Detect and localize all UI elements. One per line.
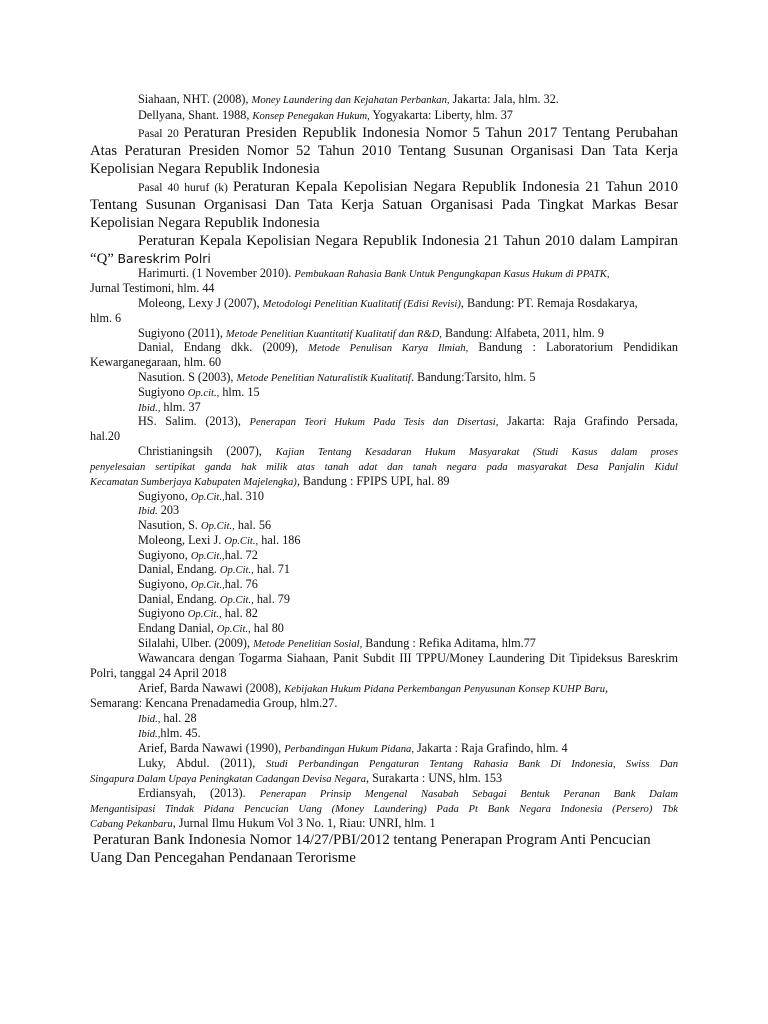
reference-text: . Bandung:Tarsito, hlm. 5 bbox=[411, 370, 536, 384]
reference-text: Yogyakarta: Liberty, hlm. 37 bbox=[369, 108, 513, 122]
reference-line bbox=[138, 518, 678, 534]
reference-text: Bandung : Laboratorium Pendidikan bbox=[468, 340, 678, 354]
reference-text: Sugiyono bbox=[138, 385, 188, 399]
italic-title: Mengantisipasi Tindak Pidana Pencucian Uang (Money Laundering) Pada Pt Bank Negara Indonesia (Persero) Tbk bbox=[90, 804, 678, 815]
reference-text: Kewarganegaraan, hlm. 60 bbox=[90, 355, 222, 369]
reference-line bbox=[138, 296, 678, 312]
reference-text: Danial, Endang. bbox=[138, 562, 220, 576]
reference-line bbox=[90, 142, 678, 160]
reference-line bbox=[138, 108, 678, 124]
reference-line bbox=[90, 429, 678, 444]
reference-text: Peraturan Kepala Kepolisian Negara Republik Indonesia 21 Tahun 2010 dalam Lampiran bbox=[138, 233, 678, 249]
reference-text: , Surakarta : UNS, hlm. 153 bbox=[366, 771, 503, 785]
reference-text: Danial, Endang. bbox=[138, 592, 220, 606]
reference-text: Uang Dan Pencegahan Pendanaan Terorisme bbox=[90, 850, 356, 866]
reference-line bbox=[138, 741, 678, 757]
reference-line bbox=[138, 92, 678, 108]
reference-line bbox=[138, 370, 678, 386]
reference-line bbox=[138, 577, 678, 593]
italic-title: Op.Cit., bbox=[187, 609, 222, 620]
reference-text: Luky, Abdul. (2011), bbox=[138, 756, 266, 770]
reference-text: Wawancara dengan Togarma Siahaan, Panit Subdit III TPPU/Money Laundering Dit Tipideksus Bareskrim bbox=[138, 651, 678, 665]
italic-title: Op.Cit., bbox=[224, 536, 259, 547]
italic-title: Penerapan Teori Hukum Pada Tesis dan Disertasi, bbox=[249, 417, 499, 428]
reference-line bbox=[90, 160, 678, 178]
reference-line bbox=[93, 831, 678, 849]
italic-title: Kebijakan Hukum Pidana Perkembangan Penyusunan Konsep KUHP Baru bbox=[284, 684, 606, 695]
italic-title: Cabang Pekanbaru bbox=[90, 819, 173, 830]
reference-text: hal. 72 bbox=[224, 548, 258, 562]
reference-text: Polri, tanggal 24 April 2018 bbox=[90, 666, 227, 680]
italic-title: Metodologi Penelitian Kualitatif (Edisi Revisi) bbox=[262, 299, 461, 310]
reference-text: Kepolisian Negara Republik Indonesia bbox=[90, 161, 320, 177]
italic-title: Metode Penelitian Kuantitatif Kualitatif dan R&D, bbox=[225, 329, 442, 340]
reference-text: Moleong, Lexy J (2007), bbox=[138, 296, 263, 310]
reference-line bbox=[138, 756, 678, 772]
reference-text: Sugiyono, bbox=[138, 548, 191, 562]
reference-text: hlm. 45. bbox=[160, 726, 201, 740]
italic-title: Op.Cit., bbox=[219, 565, 254, 576]
reference-text: Endang Danial, bbox=[138, 621, 217, 635]
italic-title: Op.Cit., bbox=[190, 492, 225, 503]
reference-line bbox=[138, 651, 678, 666]
italic-title: Op.Cit., bbox=[190, 551, 225, 562]
reference-text: Tentang Susunan Organisasi Dan Tata Kerja Satuan Organisasi Pada Tingkat Markas Besar bbox=[90, 197, 678, 213]
reference-text: hal. 310 bbox=[224, 489, 264, 503]
reference-text: hal. 186 bbox=[258, 533, 301, 547]
reference-line bbox=[138, 636, 678, 652]
reference-text: Dellyana, Shant. 1988, bbox=[138, 108, 253, 122]
reference-line bbox=[138, 562, 678, 578]
reference-line bbox=[138, 414, 678, 430]
reference-text: Harimurti. (1 November 2010). bbox=[138, 266, 295, 280]
reference-text: Semarang: Kencana Prenadamedia Group, hlm.27. bbox=[90, 696, 338, 710]
reference-text: , Bandung: PT. Remaja Rosdakarya, bbox=[460, 296, 638, 310]
reference-line bbox=[138, 621, 678, 637]
reference-text: hal. 71 bbox=[253, 562, 290, 576]
reference-text: , Bandung : FPIPS UPI, hal. 89 bbox=[296, 474, 450, 488]
reference-text: hal 80 bbox=[250, 621, 284, 635]
reference-text: Arief, Barda Nawawi (2008), bbox=[138, 681, 285, 695]
reference-text: hlm. 6 bbox=[90, 311, 122, 325]
reference-line bbox=[90, 459, 678, 475]
reference-line bbox=[90, 816, 678, 832]
reference-line bbox=[138, 711, 678, 727]
italic-title: Konsep Penegakan Hukum, bbox=[252, 111, 370, 122]
reference-text: Sugiyono, bbox=[138, 489, 191, 503]
reference-line bbox=[90, 474, 678, 490]
italic-title: Metode Penelitian Naturalistik Kualitatif bbox=[236, 373, 412, 384]
reference-line bbox=[138, 533, 678, 549]
reference-text: Bandung : Refika Aditama, hlm.77 bbox=[362, 636, 536, 650]
reference-line bbox=[90, 696, 678, 711]
reference-text: hal. 76 bbox=[224, 577, 258, 591]
reference-text: hal. 28 bbox=[160, 711, 197, 725]
reference-text: 203 bbox=[157, 503, 180, 517]
reference-text: hlm. 37 bbox=[160, 400, 201, 414]
italic-title: Op.Cit., bbox=[219, 595, 254, 606]
italic-title: Metode Penelitian Sosial, bbox=[253, 639, 363, 650]
reference-text: Jakarta : Raja Grafindo, hlm. 4 bbox=[413, 741, 568, 755]
reference-text: Sugiyono bbox=[138, 606, 188, 620]
italic-title: Pembukaan Rahasia Bank Untuk Pengungkapan Kasus Hukum di PPATK, bbox=[294, 269, 610, 280]
reference-text: Bandung: Alfabeta, 2011, hlm. 9 bbox=[441, 326, 604, 340]
italic-title: Perbandingan Hukum Pidana, bbox=[284, 744, 414, 755]
italic-title: Op.Cit., bbox=[216, 624, 251, 635]
reference-line bbox=[90, 196, 678, 214]
italic-title: Op.Cit., bbox=[190, 580, 225, 591]
reference-text: Jakarta: Raja Grafindo Persada, bbox=[498, 414, 678, 428]
reference-line bbox=[90, 281, 678, 296]
reference-text: Jurnal Testimoni, hlm. 44 bbox=[90, 281, 215, 295]
reference-line bbox=[138, 385, 678, 401]
reference-line bbox=[90, 771, 678, 787]
reference-line bbox=[138, 726, 678, 742]
reference-text: Nasution, S. bbox=[138, 518, 201, 532]
reference-line bbox=[90, 666, 678, 681]
reference-text: hal.20 bbox=[90, 429, 121, 443]
reference-text: Pasal 40 huruf (k) bbox=[138, 181, 233, 194]
reference-text: Nasution. S (2003), bbox=[138, 370, 237, 384]
reference-line bbox=[90, 311, 678, 326]
reference-text: Peraturan Bank Indonesia Nomor 14/27/PBI/2012 tentang Penerapan Program Anti Pencucian bbox=[93, 832, 651, 848]
reference-text: hal. 56 bbox=[234, 518, 272, 532]
italic-title: Studi Perbandingan Pengaturan Tentang Rahasia Bank Di Indonesia, Swiss Dan bbox=[265, 759, 678, 770]
reference-line bbox=[90, 849, 678, 867]
reference-line bbox=[90, 214, 678, 232]
reference-text: Bareskrim Polri bbox=[117, 251, 211, 266]
reference-text: Sugiyono (2011), bbox=[138, 326, 226, 340]
reference-text: hal. 79 bbox=[253, 592, 290, 606]
reference-text: Peraturan Presiden Republik Indonesia Nomor 5 Tahun 2017 Tentang Perubahan bbox=[183, 125, 678, 141]
reference-text: Arief, Barda Nawawi (1990), bbox=[138, 741, 285, 755]
reference-text: Erdiansyah, (2013). bbox=[138, 786, 260, 800]
reference-text: Peraturan Kepala Kepolisian Negara Republik Indonesia 21 Tahun 2010 bbox=[232, 179, 678, 195]
italic-title: Kajian Tentang Kesadaran Hukum Masyarakat (Studi Kasus dalam proses bbox=[275, 447, 678, 458]
reference-text: Jakarta: Jala, hlm. 32. bbox=[449, 92, 559, 106]
reference-text: Atas Peraturan Presiden Nomor 52 Tahun 2010 Tentang Susunan Organisasi Dan Tata Kerja bbox=[90, 143, 678, 159]
reference-line bbox=[138, 606, 678, 622]
italic-title: Singapura Dalam Upaya Peningkatan Cadangan Devisa Negara bbox=[90, 774, 367, 785]
reference-text: , bbox=[605, 681, 609, 695]
italic-title: Op.cit., bbox=[187, 388, 220, 399]
italic-title: Money Laundering dan Kejahatan Perbankan, bbox=[251, 95, 450, 106]
reference-line bbox=[138, 444, 678, 460]
reference-line bbox=[138, 232, 678, 250]
italic-title: Op.Cit., bbox=[200, 521, 235, 532]
reference-line bbox=[138, 178, 678, 197]
reference-line bbox=[90, 801, 678, 817]
reference-text: “Q” bbox=[90, 251, 118, 267]
reference-text: Sugiyono, bbox=[138, 577, 191, 591]
reference-text: Moleong, Lexi J. bbox=[138, 533, 225, 547]
italic-title: Ibid., bbox=[138, 714, 161, 725]
reference-line bbox=[138, 266, 678, 282]
reference-text: Silalahi, Ulber. (2009), bbox=[138, 636, 254, 650]
reference-line bbox=[138, 340, 678, 356]
italic-title: Ibid., bbox=[138, 403, 161, 414]
reference-text: , Jurnal Ilmu Hukum Vol 3 No. 1, Riau: UNRI, hlm. 1 bbox=[172, 816, 436, 830]
reference-text: hlm. 15 bbox=[219, 385, 260, 399]
reference-line bbox=[138, 786, 678, 802]
reference-text: Christianingsih (2007), bbox=[138, 444, 276, 458]
italic-title: Ibid., bbox=[138, 729, 161, 740]
italic-title: penyelesaian sertipikat ganda hak milik atas tanah adat dan tanah negara pada masyarakat Desa Panjalin Kidul bbox=[90, 462, 678, 473]
reference-line bbox=[90, 355, 678, 370]
italic-title: Metode Penulisan Karya Ilmiah, bbox=[308, 343, 469, 354]
italic-title: Kecamatan Sumberjaya Kabupaten Majelengka) bbox=[90, 477, 297, 488]
reference-text: Pasal 20 bbox=[138, 127, 184, 140]
reference-text: HS. Salim. (2013), bbox=[138, 414, 250, 428]
italic-title: Ibid. bbox=[138, 506, 158, 517]
reference-text: Siahaan, NHT. (2008), bbox=[138, 92, 252, 106]
reference-line bbox=[138, 503, 678, 519]
reference-line bbox=[138, 681, 678, 697]
reference-text: Kepolisian Negara Republik Indonesia bbox=[90, 215, 320, 231]
reference-text: hal. 82 bbox=[221, 606, 258, 620]
reference-line bbox=[138, 124, 678, 143]
reference-text: Danial, Endang dkk. (2009), bbox=[138, 340, 309, 354]
italic-title: Penerapan Prinsip Mengenal Nasabah Sebagai Bentuk Peranan Bank Dalam bbox=[259, 789, 678, 800]
